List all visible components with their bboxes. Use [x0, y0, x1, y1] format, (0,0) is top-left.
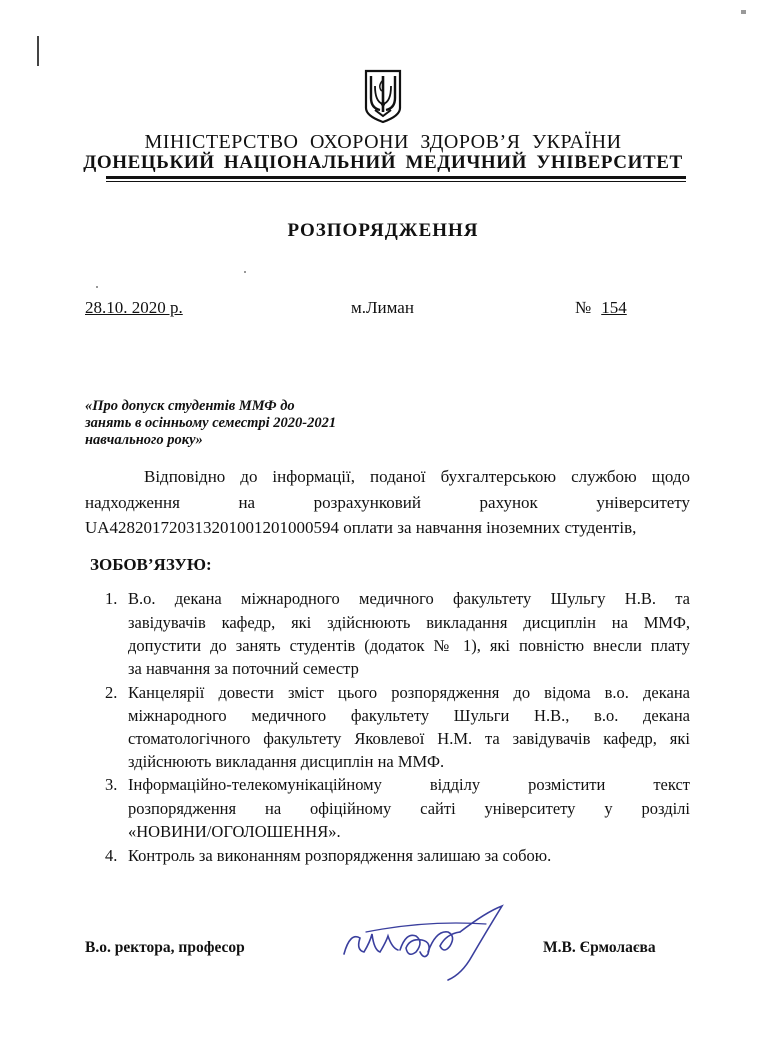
list-item-number: 4.: [105, 846, 118, 865]
list-item-line: допустити до занять студентів (додаток № 1), які повністю внесли плату: [128, 636, 690, 655]
document-number: [575, 298, 627, 318]
scan-speck: [96, 286, 98, 288]
number-label: №: [575, 298, 592, 317]
margin-mark: [37, 36, 39, 66]
list-item-line: здійснюють викладання дисциплін на ММФ.: [128, 752, 445, 771]
subject-line: занять в осінньому семестрі 2020-2021: [85, 415, 337, 431]
trident-emblem-icon: [362, 68, 404, 124]
subject-line: навчального року»: [85, 432, 203, 448]
document-city: м.Лиман: [351, 298, 414, 317]
edge-mark: [741, 10, 746, 14]
subject-line: «Про допуск студентів ММФ до: [85, 398, 295, 414]
list-item-line: В.о. декана міжнародного медичного факультету Шульгу Н.В. та: [128, 589, 690, 608]
preamble-line: надходження на розрахунковий рахунок університету: [85, 493, 690, 512]
preamble-line: Відповідно до інформації, поданої бухгалтерською службою щодо: [144, 467, 690, 486]
header-rule: [106, 176, 686, 179]
signatory-name: М.В. Єрмолаєва: [543, 939, 656, 956]
list-item-line: міжнародного медичного факультету Шульги Н.В., в.о. декана: [128, 706, 690, 725]
list-item-line: стоматологічного факультету Яковлевої Н.М. та завідувачів кафедр, які: [128, 729, 690, 748]
document-title: РОЗПОРЯДЖЕННЯ: [287, 220, 479, 241]
list-item-line: Контроль за виконанням розпорядження залишаю за собою.: [128, 846, 552, 865]
list-item-line: «НОВИНИ/ОГОЛОШЕННЯ».: [128, 822, 341, 841]
list-item-number: 1.: [105, 589, 118, 608]
header-rule-thin: [106, 181, 686, 182]
ministry-name: МІНІСТЕРСТВО ОХОРОНИ ЗДОРОВ’Я УКРАЇНИ: [144, 131, 622, 153]
order-subject: [85, 398, 385, 449]
number-value: 154: [601, 298, 627, 317]
university-name: ДОНЕЦЬКИЙ НАЦІОНАЛЬНИЙ МЕДИЧНИЙ УНІВЕРСИТЕТ: [83, 152, 683, 173]
list-item-line: за навчання за поточний семестр: [128, 659, 359, 678]
list-item-line: Інформаційно-телекомунікаційному відділу розмістити текст: [128, 775, 690, 794]
scan-speck: [244, 271, 246, 273]
list-item-number: 3.: [105, 775, 118, 794]
list-item-line: Канцелярії довести зміст цього розпорядження до відома в.о. декана: [128, 683, 690, 702]
list-item-line: розпорядження на офіційному сайті університету у розділі: [128, 799, 690, 818]
signatory-position: В.о. ректора, професор: [85, 939, 245, 956]
order-heading: ЗОБОВ’ЯЗУЮ:: [90, 555, 212, 574]
list-item-number: 2.: [105, 683, 118, 702]
handwritten-signature-icon: [336, 902, 511, 982]
list-item-line: завідувачів кафедр, які здійснюють викладання дисциплін на ММФ,: [128, 613, 690, 632]
document-date: 28.10. 2020 р.: [85, 298, 183, 317]
preamble-line: UA428201720313201001201000594 оплати за навчання іноземних студентів,: [85, 518, 637, 537]
